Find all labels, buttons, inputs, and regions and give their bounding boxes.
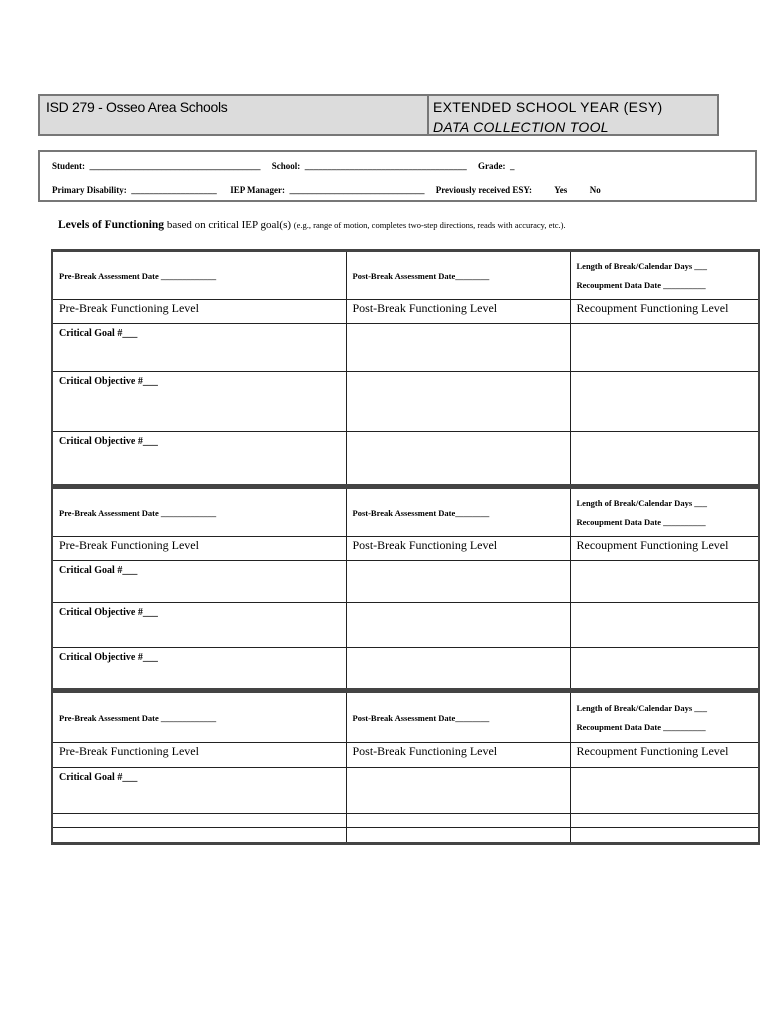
assessment-section-1 [51,249,760,487]
district-name: ISD 279 - Osseo Area Schools [40,96,429,134]
post-break-level-label: Post-Break Functioning Level [346,300,570,324]
assessment-section-3 [51,690,760,845]
recoupment-level-label: Recoupment Functioning Level [570,300,759,324]
recoupment-level-label: Recoupment Functioning Level [570,537,759,561]
student-info-box [38,150,757,202]
critical-objective-label[interactable]: Critical Objective #___ [52,432,346,486]
form-header [38,94,719,136]
recoupment-cell[interactable] [570,432,759,486]
break-length-field[interactable]: Length of Break/Calendar Days ___ [576,702,708,713]
critical-objective-label[interactable]: Critical Objective #___ [52,648,346,690]
post-break-cell[interactable] [346,372,570,432]
blank-cell[interactable] [570,814,759,828]
critical-goal-label[interactable]: Critical Goal #___ [52,561,346,603]
pre-break-level-label: Pre-Break Functioning Level [52,743,346,768]
student-info-row-1[interactable]: Student: ______________________________________ School: ____________________________________ Grade: _ [52,161,515,171]
recoupment-cell[interactable] [570,768,759,814]
pre-break-level-label: Pre-Break Functioning Level [52,537,346,561]
pre-break-date-field[interactable]: Pre-Break Assessment Date _____________ [52,488,346,537]
form-title: EXTENDED SCHOOL YEAR (ESY) [433,99,663,115]
recoupment-cell[interactable] [570,648,759,690]
blank-cell[interactable] [52,828,346,844]
post-break-date-field[interactable]: Post-Break Assessment Date________ [346,488,570,537]
post-break-level-label: Post-Break Functioning Level [346,743,570,768]
student-info-row-2[interactable]: Primary Disability: ___________________ IEP Manager: ______________________________ Previously received ESY: Yes No [52,185,601,195]
levels-heading-bold: Levels of Functioning [58,219,165,231]
blank-cell[interactable] [346,814,570,828]
recoupment-cell[interactable] [570,603,759,648]
recoupment-cell[interactable] [570,561,759,603]
recoupment-cell[interactable] [570,324,759,372]
recoupment-date-field[interactable]: Recoupment Data Date __________ [576,516,706,527]
blank-cell[interactable] [570,828,759,844]
post-break-cell[interactable] [346,603,570,648]
assessment-section-2 [51,486,760,691]
critical-goal-label[interactable]: Critical Goal #___ [52,324,346,372]
critical-objective-label[interactable]: Critical Objective #___ [52,372,346,432]
break-length-cell[interactable] [570,692,759,743]
levels-of-functioning-heading [58,219,566,231]
pre-break-date-field[interactable]: Pre-Break Assessment Date _____________ [52,692,346,743]
break-length-field[interactable]: Length of Break/Calendar Days ___ [576,260,708,271]
pre-break-date-field[interactable]: Pre-Break Assessment Date _____________ [52,251,346,300]
form-title-block [429,96,717,134]
post-break-cell[interactable] [346,432,570,486]
recoupment-date-field[interactable]: Recoupment Data Date __________ [576,279,706,290]
recoupment-date-field[interactable]: Recoupment Data Date __________ [576,721,706,732]
pre-break-level-label: Pre-Break Functioning Level [52,300,346,324]
break-length-cell[interactable] [570,488,759,537]
post-break-date-field[interactable]: Post-Break Assessment Date________ [346,692,570,743]
form-subtitle: DATA COLLECTION TOOL [433,119,609,135]
post-break-cell[interactable] [346,648,570,690]
break-length-cell[interactable] [570,251,759,300]
post-break-cell[interactable] [346,324,570,372]
levels-heading-example: (e.g., range of motion, completes two-step directions, reads with accuracy, etc.). [293,220,566,230]
blank-cell[interactable] [52,814,346,828]
post-break-level-label: Post-Break Functioning Level [346,537,570,561]
post-break-date-field[interactable]: Post-Break Assessment Date________ [346,251,570,300]
recoupment-cell[interactable] [570,372,759,432]
critical-objective-label[interactable]: Critical Objective #___ [52,603,346,648]
break-length-field[interactable]: Length of Break/Calendar Days ___ [576,497,708,508]
recoupment-level-label: Recoupment Functioning Level [570,743,759,768]
blank-cell[interactable] [346,828,570,844]
critical-goal-label[interactable]: Critical Goal #___ [52,768,346,814]
levels-heading-text: based on critical IEP goal(s) [164,219,294,231]
post-break-cell[interactable] [346,768,570,814]
post-break-cell[interactable] [346,561,570,603]
